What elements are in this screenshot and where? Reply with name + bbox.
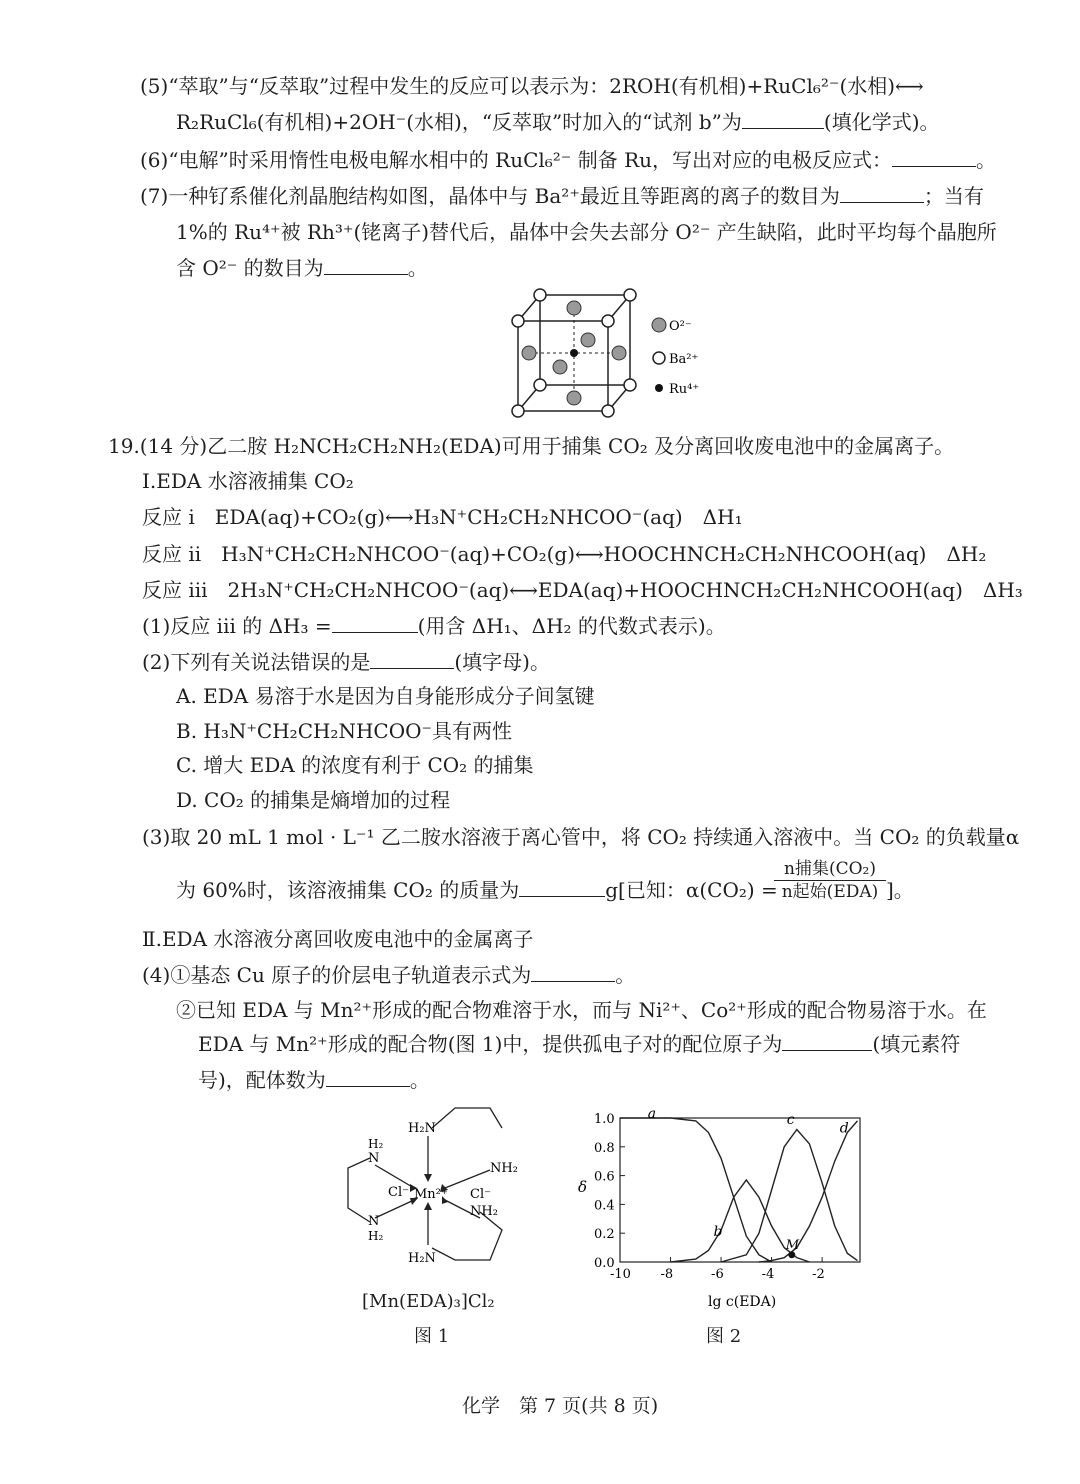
s3-line1: (3)取 20 mL 1 mol · L⁻¹ 乙二胺水溶液于离心管中，将 CO₂ 持续通入溶液中。当 CO₂ 的负载量α (142, 825, 1020, 849)
page-footer: 化学 第 7 页(共 8 页) (462, 1395, 659, 1417)
s4-line3 (198, 1030, 960, 1058)
ba-ion (624, 379, 636, 391)
q7-tail: 。 (407, 256, 428, 280)
q7-blank2[interactable] (324, 254, 408, 275)
point-m-label: M (785, 1237, 800, 1253)
part1-title: Ⅰ.EDA 水溶液捕集 CO₂ (142, 469, 354, 493)
n-label: H₂N (408, 1121, 436, 1136)
q19-head: 19.(14 分)乙二胺 H₂NCH₂CH₂NH₂(EDA)可用于捕集 CO₂ 及分离回收废电池中的金属离子。 (108, 434, 955, 458)
ba-ion (534, 379, 546, 391)
q6-blank[interactable] (892, 146, 976, 167)
q7-text3: 含 O²⁻ 的数目为 (176, 256, 324, 280)
s4-blank1[interactable] (531, 961, 615, 982)
s2-text: (2)下列有关说法错误的是 (142, 650, 371, 674)
h2-label: H₂ (368, 1137, 384, 1151)
ba-ion (512, 405, 524, 417)
series-label-b: b (713, 1224, 723, 1241)
fraction-numerator: n捕集(CO₂) (784, 859, 876, 879)
o-ion (522, 346, 536, 360)
h2-label: H₂ (368, 1229, 384, 1243)
reaction-1: 反应 i EDA(aq)+CO₂(g)⟷H₃N⁺CH₂CH₂NHCOO⁻(aq) ΔH₁ (142, 505, 743, 529)
option-c: C. 增大 EDA 的浓度有利于 CO₂ 的捕集 (176, 753, 534, 777)
s1-blank[interactable] (332, 612, 418, 633)
y-tick-label: 0.6 (594, 1169, 615, 1185)
q7-mid: ；当有 (923, 184, 984, 208)
reaction-2: 反应 ii H₃N⁺CH₂CH₂NHCOO⁻(aq)+CO₂(g)⟷HOOCHNCH₂CH₂NHCOOH(aq) ΔH₂ (142, 542, 987, 566)
option-a: A. EDA 易溶于水是因为自身能形成分子间氢键 (176, 684, 595, 708)
s4-line4 (198, 1066, 430, 1094)
x-tick-label: -8 (660, 1267, 674, 1282)
legend-o-label: O²⁻ (669, 319, 692, 334)
s1-line (142, 612, 726, 640)
s4-tail4: 。 (409, 1068, 430, 1092)
series-label-c: c (786, 1111, 795, 1128)
s3-text: 为 60%时，该溶液捕集 CO₂ 的质量为 (176, 878, 520, 902)
o-ion (581, 333, 595, 347)
s1-text: (1)反应 iii 的 ΔH₃ = (142, 614, 332, 638)
ba-ion (534, 289, 546, 301)
fraction-denominator: n起始(EDA) (774, 880, 886, 903)
legend-ru-icon (655, 384, 663, 392)
s3-blank[interactable] (519, 876, 605, 897)
s3-line2 (176, 876, 778, 904)
q5-tail: (填化学式)。 (823, 110, 940, 134)
legend-ba-label: Ba²⁺ (669, 352, 699, 367)
o-ion (567, 391, 581, 405)
n-label: H₂N (408, 1251, 436, 1266)
s4-tail3: (填元素符 (872, 1032, 961, 1056)
fig2-caption: 图 2 (706, 1326, 742, 1347)
legend-ru-label: Ru⁴⁺ (669, 382, 700, 397)
s4-line2: ②已知 EDA 与 Mn²⁺形成的配合物难溶于水，而与 Ni²⁺、Co²⁺形成的配合物易溶于水。在 (176, 998, 987, 1022)
fig2-chart (560, 1100, 880, 1315)
fig1-complex (330, 1100, 540, 1300)
s4-blank3[interactable] (326, 1066, 410, 1087)
option-d: D. CO₂ 的捕集是熵增加的过程 (176, 788, 451, 812)
fig1-formula: [Mn(EDA)₃]Cl₂ (362, 1291, 495, 1312)
series-line-a (620, 1118, 772, 1262)
y-tick-label: 1.0 (594, 1112, 615, 1127)
o-ion (553, 360, 567, 374)
s3-given: g[已知：α(CO₂) = (605, 878, 778, 902)
y-tick-label: 0.4 (594, 1198, 615, 1214)
y-axis-label: δ (578, 1178, 588, 1196)
q6-text: (6)“电解”时采用惰性电极电解水相中的 RuCl₆²⁻ 制备 Ru，写出对应的电极反应式： (140, 148, 893, 172)
s4-blank2[interactable] (782, 1030, 872, 1051)
ba-ion (512, 315, 524, 327)
crystal-cell-figure (500, 285, 720, 420)
x-tick-label: -4 (761, 1267, 775, 1282)
q7-blank1[interactable] (840, 182, 924, 203)
x-tick-label: -10 (610, 1267, 631, 1282)
q7-text: (7)一种钌系催化剂晶胞结构如图，晶体中与 Ba²⁺最近且等距离的离子的数目为 (140, 184, 840, 208)
s2-line (142, 648, 550, 676)
x-axis-label: lg c(EDA) (708, 1294, 777, 1310)
option-b: B. H₃N⁺CH₂CH₂NHCOO⁻具有两性 (176, 719, 513, 743)
n-label: N (368, 1214, 380, 1229)
s2-blank[interactable] (370, 648, 454, 669)
mn-center: Mn²⁺ (414, 1187, 448, 1202)
q7-line2: 1%的 Ru⁴⁺被 Rh³⁺(铑离子)替代后，晶体中会失去部分 O²⁻ 产生缺陷，此时平均每个晶胞所 (176, 220, 997, 244)
q5-text: R₂RuCl₆(有机相)+2OH⁻(水相)，“反萃取”时加入的“试剂 b”为 (176, 110, 742, 134)
ba-ion (602, 405, 614, 417)
s4-text: (4)①基态 Cu 原子的价层电子轨道表示式为 (142, 963, 532, 987)
cl-left: Cl⁻ (388, 1185, 409, 1200)
q5-blank[interactable] (742, 108, 824, 129)
s4-text4: 号)，配体数为 (198, 1068, 326, 1092)
q6-tail: 。 (976, 148, 997, 172)
q5-line1: (5)“萃取”与“反萃取”过程中发生的反应可以表示为：2ROH(有机相)+RuCl₆²⁻(水相)⟷ (140, 74, 924, 98)
n-label: NH₂ (470, 1204, 498, 1219)
ru-ion (570, 349, 578, 357)
series-label-d: d (839, 1120, 849, 1137)
s4-line1 (142, 961, 635, 989)
y-tick-label: 0.0 (594, 1256, 615, 1271)
q5-line2 (176, 108, 940, 136)
ba-ion (602, 315, 614, 327)
y-tick-label: 0.8 (594, 1140, 615, 1156)
s4-tail1: 。 (615, 963, 636, 987)
legend-o-icon (652, 318, 666, 332)
fig1-caption: 图 1 (414, 1326, 450, 1347)
q7-line3 (176, 254, 428, 282)
series-label-a: a (647, 1106, 657, 1122)
n-label: NH₂ (490, 1161, 518, 1176)
s2-tail: (填字母)。 (454, 650, 550, 674)
legend-ba-icon (653, 352, 665, 364)
o-ion (567, 301, 581, 315)
cl-right: Cl⁻ (470, 1187, 491, 1202)
ba-ion (624, 289, 636, 301)
s3-close: ]。 (886, 878, 914, 902)
n-label: N (368, 1151, 380, 1166)
q6-line (140, 146, 996, 174)
alpha-fraction (774, 858, 886, 903)
reaction-3: 反应 iii 2H₃N⁺CH₂CH₂NHCOO⁻(aq)⟷EDA(aq)+HOOCHNCH₂CH₂NHCOOH(aq) ΔH₃ (142, 578, 1023, 602)
q7-line1 (140, 182, 984, 210)
part2-title: Ⅱ.EDA 水溶液分离回收废电池中的金属离子 (142, 927, 534, 951)
x-tick-label: -6 (711, 1267, 724, 1282)
x-tick-label: -2 (812, 1267, 825, 1282)
o-ion (612, 346, 626, 360)
y-tick-label: 0.2 (594, 1227, 615, 1243)
s1-tail: (用含 ΔH₁、ΔH₂ 的代数式表示)。 (417, 614, 726, 638)
s4-text3: EDA 与 Mn²⁺形成的配合物(图 1)中，提供孤电子对的配位原子为 (198, 1032, 783, 1056)
